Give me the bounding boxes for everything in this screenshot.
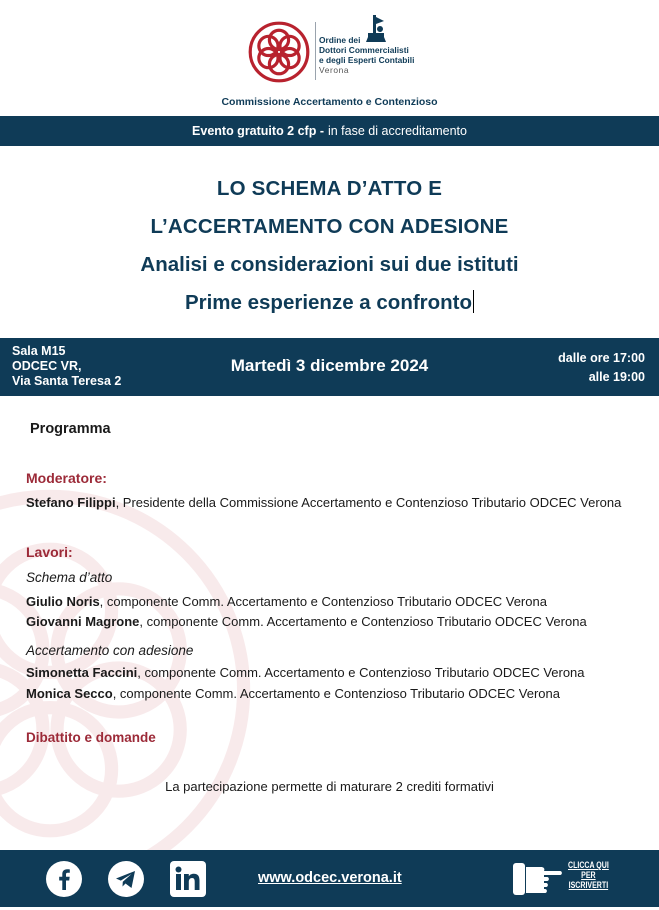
session-title-schema-atto: Schema d’atto bbox=[26, 570, 113, 585]
time-start: dalle ore 17:00 bbox=[558, 351, 645, 365]
website-link[interactable]: www.odcec.verona.it bbox=[258, 870, 402, 886]
telegram-icon[interactable] bbox=[108, 861, 144, 897]
venue-org: ODCEC VR, bbox=[12, 359, 82, 373]
moderator-role: , Presidente della Commissione Accertamento e Contenzioso Tributario ODCEC Verona bbox=[115, 495, 622, 510]
venue-room: Sala M15 bbox=[12, 344, 66, 358]
speaker-role: , componente Comm. Accertamento e Contenzioso Tributario ODCEC Verona bbox=[112, 686, 560, 701]
speaker-role: , componente Comm. Accertamento e Contenzioso Tributario ODCEC Verona bbox=[137, 665, 585, 680]
event-accreditation-status: in fase di accreditamento bbox=[327, 124, 467, 138]
org-city: Verona bbox=[319, 65, 350, 75]
info-band bbox=[0, 338, 659, 396]
pointing-hand-icon[interactable] bbox=[511, 859, 563, 899]
speaker-name: Simonetta Faccini bbox=[26, 665, 138, 680]
logo-divider bbox=[315, 22, 316, 80]
venue-address: Via Santa Teresa 2 bbox=[12, 374, 122, 388]
organization-name bbox=[319, 35, 414, 75]
register-cta[interactable] bbox=[568, 860, 609, 890]
speaker-entry bbox=[26, 613, 587, 631]
debate-label: Dibattito e domande bbox=[26, 730, 156, 745]
commission-name: Commissione Accertamento e Contenzioso bbox=[221, 96, 438, 108]
speaker-name: Giulio Noris bbox=[26, 594, 100, 609]
org-line-2: Dottori Commercialisti bbox=[319, 45, 409, 55]
speaker-role: , componente Comm. Accertamento e Contenzioso Tributario ODCEC Verona bbox=[139, 614, 587, 629]
org-line-1: Ordine dei bbox=[319, 35, 361, 45]
cta-line-1[interactable]: CLICCA QUI bbox=[568, 860, 609, 870]
speaker-entry bbox=[26, 593, 547, 611]
speaker-name: Giovanni Magrone bbox=[26, 614, 140, 629]
moderator-name: Stefano Filippi bbox=[26, 495, 116, 510]
text-caret bbox=[473, 290, 474, 313]
odcec-logo-icon bbox=[247, 20, 311, 84]
footer-bar bbox=[0, 850, 659, 907]
speaker-entry bbox=[26, 664, 585, 682]
org-line-3: e degli Esperti Contabili bbox=[319, 55, 415, 65]
event-title-block bbox=[0, 170, 659, 322]
cta-line-2[interactable]: PER bbox=[581, 870, 596, 880]
speaker-role: , componente Comm. Accertamento e Contenzioso Tributario ODCEC Verona bbox=[99, 594, 547, 609]
event-time bbox=[558, 349, 645, 387]
credits-note: La partecipazione permette di maturare 2 crediti formativi bbox=[165, 779, 494, 794]
event-band bbox=[0, 116, 659, 146]
title-line-2: L’ACCERTAMENTO CON ADESIONE bbox=[150, 215, 509, 238]
linkedin-icon[interactable] bbox=[170, 861, 206, 897]
time-end: alle 19:00 bbox=[588, 370, 645, 384]
moderator-label: Moderatore: bbox=[26, 470, 107, 486]
facebook-icon[interactable] bbox=[46, 861, 82, 897]
event-date: Martedì 3 dicembre 2024 bbox=[230, 356, 429, 375]
event-free-label: Evento gratuito 2 cfp - bbox=[192, 124, 324, 138]
session-title-accertamento: Accertamento con adesione bbox=[26, 643, 194, 658]
works-label: Lavori: bbox=[26, 544, 73, 560]
subtitle-line-2-text: Prime esperienze a confronto bbox=[184, 291, 473, 314]
speaker-name: Monica Secco bbox=[26, 686, 113, 701]
cta-line-3[interactable]: ISCRIVERTI bbox=[568, 880, 609, 890]
subtitle-line-2 bbox=[0, 284, 659, 322]
moderator-entry bbox=[26, 494, 636, 512]
program-heading: Programma bbox=[30, 421, 111, 437]
subtitle-line-1: Analisi e considerazioni sui due istituti bbox=[140, 253, 519, 276]
speaker-entry bbox=[26, 685, 560, 703]
title-line-1: LO SCHEMA D’ATTO E bbox=[216, 177, 443, 200]
